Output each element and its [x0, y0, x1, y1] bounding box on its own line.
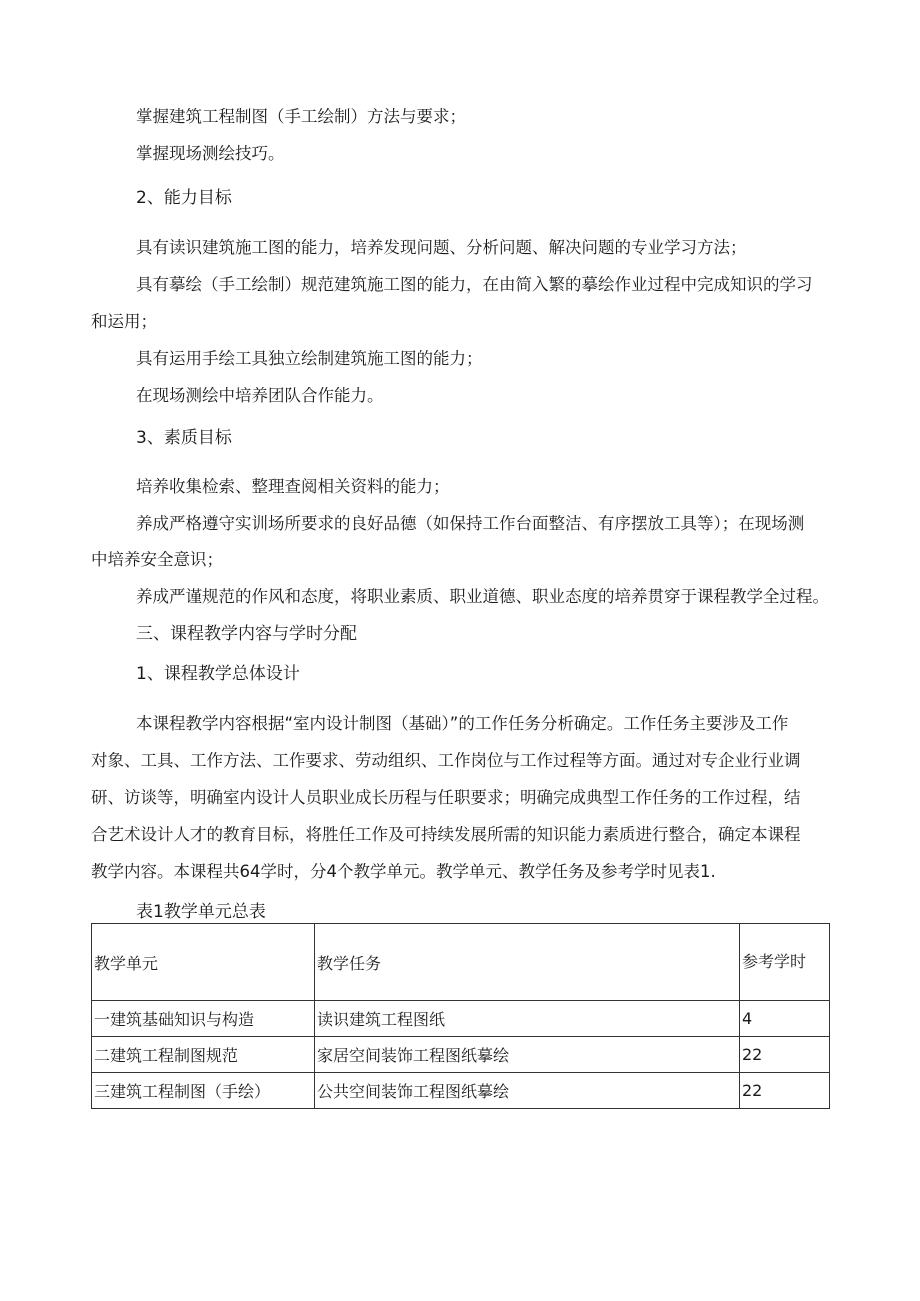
cell-hours: 22 [740, 1037, 830, 1073]
cell-unit: 一建筑基础知识与构造 [92, 1001, 315, 1037]
knowledge-item-1: 掌握建筑工程制图（手工绘制）方法与要求； [136, 107, 466, 126]
header-unit: 教学单元 [92, 924, 315, 1001]
section3-heading: 三、课程教学内容与学时分配 [136, 624, 357, 644]
cell-hours: 22 [740, 1073, 830, 1109]
header-task: 教学任务 [315, 924, 740, 1001]
paragraph-line-2: 对象、工具、工作方法、工作要求、劳动组织、工作岗位与工作过程等方面。通过对专企业行业调 [91, 751, 801, 770]
paragraph-line-1: 本课程教学内容根据“室内设计制图（基础）”的工作任务分析确定。工作任务主要涉及工作 [136, 714, 789, 733]
ability-heading: 2、能力目标 [136, 188, 232, 208]
cell-task: 公共空间装饰工程图纸摹绘 [315, 1073, 740, 1109]
paragraph-line-3: 研、访谈等，明确室内设计人员职业成长历程与任职要求；明确完成典型工作任务的工作过程，结 [91, 788, 801, 807]
section3-subheading: 1、课程教学总体设计 [136, 664, 300, 684]
ability-item-2-continued: 和运用； [91, 312, 157, 331]
ability-item-3: 具有运用手绘工具独立绘制建筑施工图的能力； [136, 349, 483, 368]
ability-item-4: 在现场测绘中培养团队合作能力。 [136, 386, 384, 405]
table-header-row [92, 924, 830, 1001]
ability-item-1: 具有读识建筑施工图的能力，培养发现问题、分析问题、解决问题的专业学习方法； [136, 238, 747, 257]
quality-item-3: 养成严谨规范的作风和态度，将职业素质、职业道德、职业态度的培养贯穿于课程教学全过程。 [136, 587, 829, 606]
header-hours: 参考学时 [740, 924, 830, 1001]
quality-item-2: 养成严格遵守实训场所要求的良好品德（如保持工作台面整洁、有序摆放工具等）；在现场测 [136, 514, 805, 533]
knowledge-item-2: 掌握现场测绘技巧。 [136, 144, 285, 163]
ability-item-2: 具有摹绘（手工绘制）规范建筑施工图的能力，在由简入繁的摹绘作业过程中完成知识的学习 [136, 275, 813, 294]
cell-hours: 4 [740, 1001, 830, 1037]
table-row [92, 1037, 830, 1073]
cell-task: 读识建筑工程图纸 [315, 1001, 740, 1037]
table-caption: 表1教学单元总表 [136, 902, 266, 922]
quality-item-1: 培养收集检索、整理查阅相关资料的能力； [136, 477, 450, 496]
teaching-units-table [91, 923, 830, 1109]
table-row [92, 1001, 830, 1037]
table-row [92, 1073, 830, 1109]
cell-task: 家居空间装饰工程图纸摹绘 [315, 1037, 740, 1073]
cell-unit: 三建筑工程制图（手绘） [92, 1073, 315, 1109]
paragraph-line-4: 合艺术设计人才的教育目标，将胜任工作及可持续发展所需的知识能力素质进行整合，确定本课程 [91, 825, 801, 844]
quality-item-2-continued: 中培养安全意识； [91, 550, 223, 569]
quality-heading: 3、素质目标 [136, 428, 232, 448]
paragraph-line-5: 教学内容。本课程共64学时，分4个教学单元。教学单元、教学任务及参考学时见表1. [91, 862, 716, 881]
cell-unit: 二建筑工程制图规范 [92, 1037, 315, 1073]
